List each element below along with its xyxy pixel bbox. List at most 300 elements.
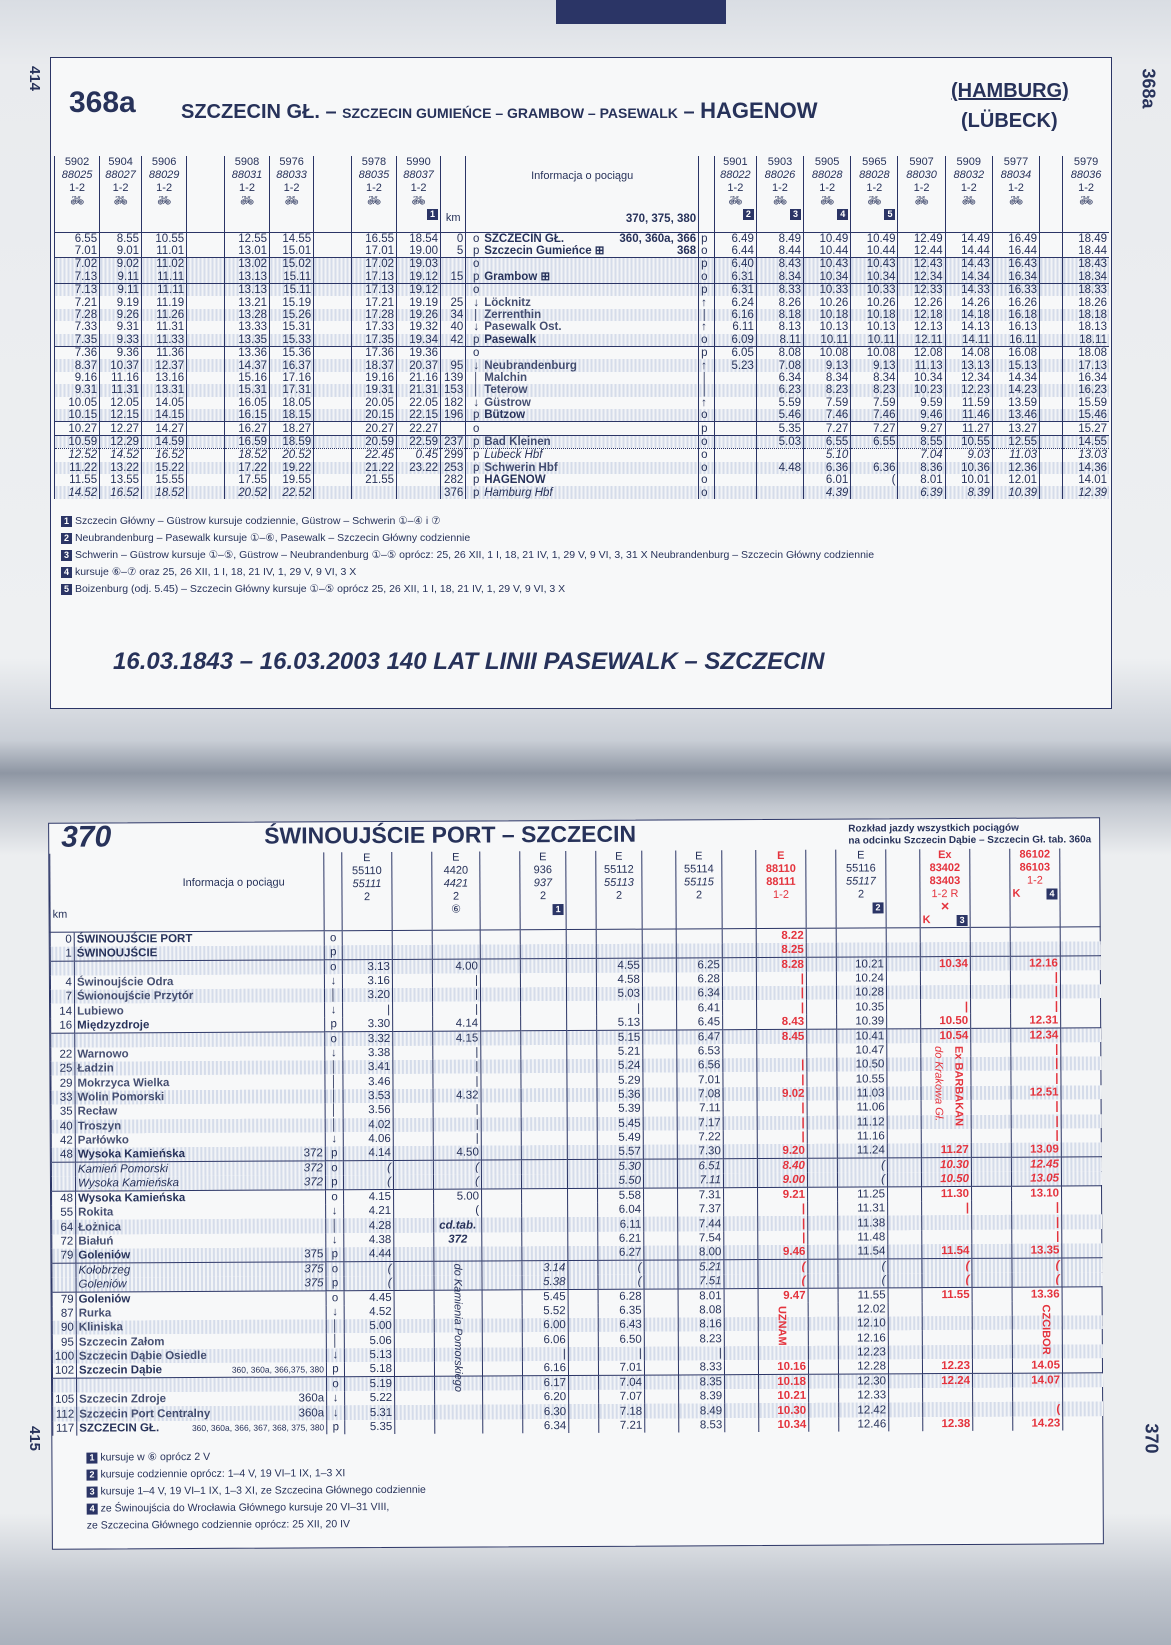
spacer-cell bbox=[1040, 435, 1063, 448]
time-cell: 22.27 bbox=[397, 422, 441, 435]
footnotes-bottom bbox=[86, 1448, 426, 1535]
arr-dep-mark: ↓ bbox=[326, 1233, 344, 1247]
time-cell: 7.46 bbox=[851, 409, 898, 422]
time-cell: 8.49 bbox=[756, 232, 803, 245]
time-cell: 16.26 bbox=[992, 296, 1039, 308]
arr-dep-mark: │ bbox=[699, 309, 715, 321]
time-cell: 10.21 bbox=[836, 957, 886, 972]
spacer-cell bbox=[394, 1333, 434, 1348]
time-cell: ( bbox=[433, 1160, 481, 1175]
time-cell: 15.16 bbox=[224, 372, 269, 384]
timetable-row bbox=[55, 321, 1110, 333]
spacer-cell bbox=[888, 1201, 922, 1216]
spacer-cell bbox=[888, 1287, 922, 1302]
time-cell: 12.02 bbox=[838, 1302, 888, 1317]
spacer-cell bbox=[314, 409, 352, 422]
spacer-cell bbox=[568, 1332, 598, 1347]
spacer-cell bbox=[724, 1260, 758, 1275]
arr-dep-mark: o bbox=[324, 931, 342, 945]
train-header bbox=[898, 156, 945, 232]
arr-dep-mark: │ bbox=[325, 1103, 343, 1117]
time-cell: 12.24 bbox=[923, 1374, 973, 1389]
time-cell: 9.21 bbox=[758, 1187, 808, 1202]
spacer-cell bbox=[971, 1114, 1011, 1129]
arr-dep-mark: ↓ bbox=[327, 1391, 345, 1405]
train-category: E bbox=[695, 850, 703, 863]
km-cell: 42 bbox=[441, 334, 466, 347]
time-cell: 6.44 bbox=[714, 245, 756, 258]
time-cell: 12.13 bbox=[898, 321, 945, 333]
spacer-cell bbox=[187, 397, 225, 409]
spacer-cell bbox=[395, 1391, 435, 1406]
time-cell: | bbox=[757, 1058, 807, 1073]
spacer-cell bbox=[643, 1044, 677, 1059]
time-cell: 0.45 bbox=[397, 449, 441, 462]
time-cell: 16.27 bbox=[224, 422, 269, 435]
spacer-cell bbox=[1062, 1258, 1102, 1273]
time-cell: | bbox=[757, 1115, 807, 1130]
time-cell: | bbox=[1012, 1229, 1062, 1244]
time-cell: 19.03 bbox=[397, 258, 441, 271]
time-cell: | bbox=[757, 1130, 807, 1145]
km-cell bbox=[441, 347, 466, 360]
time-cell: 11.55 bbox=[838, 1288, 888, 1303]
station-cell bbox=[466, 384, 699, 396]
time-cell: 6.35 bbox=[598, 1303, 644, 1318]
spacer-cell bbox=[481, 1016, 521, 1031]
time-cell: 8.08 bbox=[678, 1303, 724, 1318]
train-number-alt: 88028 bbox=[859, 169, 890, 181]
footnote bbox=[61, 547, 874, 564]
spacer-cell bbox=[393, 1074, 433, 1089]
time-cell: 13.36 bbox=[1012, 1287, 1062, 1302]
time-cell bbox=[923, 1402, 973, 1417]
arr-dep-mark: p bbox=[473, 409, 480, 422]
time-cell: 21.55 bbox=[351, 474, 396, 486]
time-cell: 15.11 bbox=[270, 284, 314, 297]
spacer-cell bbox=[1040, 347, 1063, 360]
spacer-cell bbox=[314, 474, 352, 486]
spacer-cell bbox=[393, 1160, 433, 1175]
spacer-cell bbox=[1061, 1128, 1101, 1143]
station-name: Mokrzyca Wielka bbox=[77, 1076, 170, 1090]
time-cell: | bbox=[1011, 1071, 1061, 1086]
time-cell: 8.49 bbox=[679, 1404, 725, 1419]
spacer-cell bbox=[887, 1172, 921, 1187]
train-header bbox=[756, 156, 803, 232]
station-name: Świnoujście Odra bbox=[76, 975, 174, 989]
footnote-number: 2 bbox=[61, 533, 72, 544]
connection-ref: 360a bbox=[298, 1392, 325, 1405]
arr-dep-mark: o bbox=[473, 347, 480, 360]
arr-dep-mark: ↑ bbox=[699, 359, 715, 371]
train-class: 1-2 bbox=[365, 182, 382, 194]
spacer-cell bbox=[807, 1086, 837, 1101]
train-number-alt: 88034 bbox=[1000, 169, 1032, 181]
spacer-cell bbox=[1062, 1243, 1102, 1258]
time-cell: 12.08 bbox=[898, 347, 945, 360]
spacer-cell bbox=[568, 1232, 598, 1247]
time-cell: 19.55 bbox=[270, 474, 314, 486]
spacer-column bbox=[1040, 156, 1063, 232]
spacer-cell bbox=[481, 1117, 521, 1132]
station-cell bbox=[466, 284, 699, 297]
time-cell: | bbox=[757, 1000, 807, 1015]
time-cell: 13.46 bbox=[992, 409, 1039, 422]
time-cell: 18.08 bbox=[1063, 347, 1109, 360]
time-cell: 17.13 bbox=[351, 271, 396, 284]
spacer-cell bbox=[314, 372, 352, 384]
arr-dep-mark: ↓ bbox=[325, 1046, 343, 1060]
time-cell: 12.36 bbox=[992, 462, 1039, 474]
spacer-cell bbox=[567, 1116, 597, 1131]
spacer-cell bbox=[643, 1058, 677, 1073]
time-cell: 8.23 bbox=[678, 1332, 724, 1347]
spacer-cell bbox=[394, 1276, 434, 1291]
train-number-alt: 83403 bbox=[929, 874, 961, 888]
spacer-cell bbox=[314, 309, 352, 321]
spacer-cell bbox=[1061, 999, 1101, 1014]
time-cell: 9.13 bbox=[804, 359, 851, 371]
station-cell bbox=[74, 945, 324, 961]
km-cell: 0 bbox=[441, 232, 466, 245]
spacer-cell bbox=[569, 1375, 599, 1390]
time-cell: 7.27 bbox=[851, 422, 898, 435]
time-cell: 8.55 bbox=[898, 435, 945, 448]
arr-dep-mark: o bbox=[473, 422, 480, 435]
time-cell: 5.57 bbox=[597, 1145, 643, 1160]
spacer-cell bbox=[1062, 1358, 1102, 1373]
train-number: 86102 bbox=[1019, 848, 1051, 861]
spacer-cell bbox=[395, 1376, 435, 1391]
station-name: Teterow bbox=[484, 384, 528, 397]
time-cell: 18.59 bbox=[270, 435, 314, 448]
time-cell bbox=[757, 1043, 807, 1058]
spacer-cell bbox=[722, 972, 756, 987]
spacer-cell bbox=[1062, 1315, 1102, 1330]
spacer-cell bbox=[1060, 927, 1100, 942]
km-cell: 79 bbox=[52, 1249, 76, 1264]
side-label-bottom: 370 bbox=[1141, 1423, 1162, 1454]
time-cell: 6.16 bbox=[522, 1361, 568, 1376]
train-class: 1-2 bbox=[1008, 182, 1024, 194]
time-cell: 10.55 bbox=[837, 1072, 887, 1087]
spacer-cell bbox=[1040, 334, 1063, 347]
spacer-cell bbox=[644, 1346, 678, 1361]
time-cell bbox=[920, 985, 970, 1000]
timetable-row bbox=[55, 422, 1110, 435]
spacer-cell bbox=[887, 1028, 921, 1043]
time-cell: 5.45 bbox=[522, 1289, 568, 1304]
bicycle-icon: 🚲︎ bbox=[961, 195, 976, 207]
table-number: 370 bbox=[61, 820, 112, 854]
spacer-cell bbox=[723, 1029, 757, 1044]
time-cell bbox=[1012, 1330, 1062, 1345]
time-cell bbox=[521, 1059, 567, 1074]
spacer-cell bbox=[394, 1362, 434, 1377]
station-name: Lubiewo bbox=[77, 1005, 124, 1018]
time-cell: 13.35 bbox=[1012, 1244, 1062, 1259]
spacer-cell bbox=[1061, 1027, 1101, 1042]
spacer-cell bbox=[568, 1246, 598, 1261]
time-cell: 5.46 bbox=[756, 409, 803, 422]
time-cell: ( bbox=[922, 1273, 972, 1288]
arr-dep-mark: p bbox=[326, 1276, 344, 1290]
time-cell: 6.55 bbox=[804, 435, 851, 448]
footnote-marker: 3 bbox=[790, 209, 801, 220]
spacer-cell bbox=[806, 986, 836, 1001]
time-cell: 14.37 bbox=[224, 359, 269, 371]
train-number: 5909 bbox=[956, 156, 982, 168]
time-cell: 9.02 bbox=[757, 1087, 807, 1102]
spacer-cell bbox=[887, 1057, 921, 1072]
time-cell: | bbox=[433, 1060, 481, 1075]
spacer-cell bbox=[392, 988, 432, 1003]
time-cell: 5.00 bbox=[344, 1319, 394, 1334]
time-cell: 6.34 bbox=[676, 986, 722, 1001]
time-cell: | bbox=[1011, 1056, 1061, 1071]
route-title: ŚWINOUJŚCIE PORT – SZCZECIN bbox=[264, 820, 637, 849]
time-cell bbox=[920, 927, 970, 942]
train-category: E bbox=[615, 850, 623, 863]
time-cell: ( bbox=[758, 1259, 808, 1274]
station-name: Löcknitz bbox=[484, 296, 531, 309]
footnote-marker: 1 bbox=[427, 209, 438, 220]
time-cell: 19.00 bbox=[397, 245, 441, 258]
spacer-cell bbox=[393, 1175, 433, 1190]
time-cell: 13.01 bbox=[224, 245, 269, 258]
spacer-cell bbox=[809, 1374, 839, 1389]
spacer-cell bbox=[1061, 1085, 1101, 1100]
arr-dep-mark: o bbox=[699, 271, 715, 284]
arr-dep-mark: │ bbox=[326, 1219, 344, 1233]
station-cell bbox=[466, 462, 699, 474]
time-cell: 8.33 bbox=[756, 284, 803, 297]
vertical-label-uznam: UZNAM bbox=[775, 1305, 788, 1346]
time-cell: 6.00 bbox=[522, 1318, 568, 1333]
time-cell: 20.37 bbox=[397, 359, 441, 371]
time-cell: 7.04 bbox=[599, 1375, 645, 1390]
footnote bbox=[86, 1465, 425, 1484]
timetable-row bbox=[55, 462, 1110, 474]
time-cell: 16.59 bbox=[224, 435, 269, 448]
time-cell: 5.06 bbox=[344, 1333, 394, 1348]
time-cell: 10.33 bbox=[804, 284, 851, 297]
footnote-number: 1 bbox=[86, 1453, 97, 1464]
time-cell: 9.47 bbox=[758, 1288, 808, 1303]
info-header bbox=[466, 156, 699, 232]
time-cell: 16.13 bbox=[992, 321, 1039, 333]
time-cell: ( bbox=[758, 1274, 808, 1289]
time-cell: 4.32 bbox=[433, 1088, 481, 1103]
spacer-cell bbox=[807, 1158, 837, 1173]
time-cell: | bbox=[1011, 1128, 1061, 1143]
bicycle-icon: 🚲︎ bbox=[1008, 195, 1023, 207]
train-header bbox=[992, 156, 1039, 232]
spacer-cell bbox=[568, 1188, 598, 1203]
station-cell bbox=[466, 474, 699, 486]
train-number-alt: 55117 bbox=[846, 875, 876, 888]
footnote-number: 1 bbox=[61, 516, 72, 527]
spacer-cell bbox=[970, 956, 1010, 971]
arr-dep-mark: p bbox=[473, 333, 480, 346]
spacer-cell bbox=[1062, 1272, 1102, 1287]
spacer-cell bbox=[566, 987, 596, 1002]
spacer-cell bbox=[972, 1301, 1012, 1316]
spacer-cell bbox=[568, 1275, 598, 1290]
time-cell: 12.16 bbox=[1010, 956, 1060, 971]
bicycle-icon: 🚲︎ bbox=[1079, 195, 1094, 207]
time-cell: 8.01 bbox=[898, 474, 945, 486]
spacer-cell bbox=[723, 1144, 757, 1159]
train-class: 2 bbox=[363, 891, 371, 904]
station-cell bbox=[74, 931, 324, 947]
arr-dep-mark: p bbox=[325, 1147, 343, 1161]
time-cell bbox=[521, 1102, 567, 1117]
time-cell: 13.27 bbox=[992, 422, 1039, 435]
station-name: Grambow ⊞ bbox=[484, 270, 551, 283]
time-cell: 4.55 bbox=[596, 958, 642, 973]
time-cell: 9.36 bbox=[100, 347, 142, 360]
spacer-cell bbox=[314, 359, 352, 371]
time-cell: 12.11 bbox=[898, 334, 945, 347]
train-number-alt: 55113 bbox=[604, 876, 634, 889]
train-header bbox=[432, 851, 480, 930]
spacer-cell bbox=[809, 1403, 839, 1418]
train-number-alt: 55115 bbox=[684, 876, 714, 889]
timetable-row bbox=[55, 309, 1110, 321]
time-cell: 5.23 bbox=[714, 359, 756, 371]
spacer-cell bbox=[644, 1217, 678, 1232]
train-number: 4420 bbox=[443, 864, 469, 877]
spacer-cell bbox=[393, 1002, 433, 1017]
spacer-cell bbox=[314, 284, 352, 297]
km-cell bbox=[441, 258, 466, 271]
km-cell: 95 bbox=[441, 359, 466, 371]
spacer-cell bbox=[566, 944, 596, 959]
time-cell: 10.30 bbox=[759, 1403, 809, 1418]
spacer-cell bbox=[481, 1045, 521, 1060]
arr-dep-mark: ↑ bbox=[699, 321, 715, 333]
km-header bbox=[441, 156, 466, 232]
arr-dep-mark: o bbox=[324, 960, 342, 974]
time-cell bbox=[397, 486, 441, 498]
time-cell: 12.01 bbox=[992, 474, 1039, 486]
spacer-cell bbox=[808, 1331, 838, 1346]
station-name: Troszyn bbox=[77, 1120, 122, 1133]
time-cell: 4.44 bbox=[344, 1247, 394, 1262]
train-class: 1-2 bbox=[913, 182, 930, 194]
km-cell: 14 bbox=[51, 1004, 75, 1019]
footnote-text: kursuje w ⑥ oprócz 2 V bbox=[100, 1450, 211, 1464]
timetable-row bbox=[55, 258, 1110, 271]
time-cell: 12.38 bbox=[923, 1417, 973, 1432]
station-name: Zerrenthin bbox=[484, 309, 542, 322]
spacer-cell bbox=[481, 1088, 521, 1103]
km-cell: 5 bbox=[441, 245, 466, 258]
time-cell bbox=[922, 1345, 972, 1360]
table-header-368a bbox=[51, 58, 1111, 148]
spacer-cell bbox=[1040, 245, 1063, 258]
km-cell bbox=[51, 1162, 75, 1177]
timetable-row bbox=[55, 347, 1110, 360]
station-cell bbox=[466, 486, 699, 498]
time-cell bbox=[1013, 1387, 1063, 1402]
arr-dep-mark: ↑ bbox=[699, 296, 715, 308]
time-cell: | bbox=[1011, 999, 1061, 1014]
time-cell: 20.15 bbox=[351, 409, 396, 422]
spacer-cell bbox=[723, 1130, 757, 1145]
station-cell bbox=[75, 1003, 325, 1019]
km-cell: 1 bbox=[50, 947, 74, 962]
time-cell: 16.43 bbox=[992, 258, 1039, 271]
spacer-cell bbox=[187, 271, 225, 284]
time-cell: 7.44 bbox=[678, 1217, 724, 1232]
arr-dep-mark: │ bbox=[325, 1075, 343, 1089]
time-cell: 17.01 bbox=[351, 245, 396, 258]
spacer-cell bbox=[806, 971, 836, 986]
arr-dep-mark: p bbox=[325, 1175, 343, 1189]
time-cell: 16.49 bbox=[992, 232, 1039, 245]
time-cell: 3.14 bbox=[522, 1261, 568, 1276]
spacer-cell bbox=[888, 1244, 922, 1259]
spacer-cell bbox=[723, 1116, 757, 1131]
time-cell bbox=[714, 372, 756, 384]
spacer-cell bbox=[644, 1246, 678, 1261]
spacer-cell bbox=[808, 1345, 838, 1360]
spacer-cell bbox=[483, 1419, 523, 1434]
time-cell: 14.26 bbox=[945, 296, 992, 308]
bicycle-icon: 🚲︎ bbox=[70, 195, 85, 207]
spacer-cell bbox=[642, 972, 676, 987]
spacer-cell bbox=[1063, 1387, 1103, 1402]
time-cell: 7.02 bbox=[55, 258, 100, 271]
time-cell bbox=[676, 929, 722, 944]
spacer-cell bbox=[1061, 1114, 1101, 1129]
time-cell: 15.31 bbox=[224, 384, 269, 396]
time-cell: 6.17 bbox=[523, 1376, 569, 1391]
arr-dep-mark: │ bbox=[326, 1334, 344, 1348]
arr-dep-mark: o bbox=[699, 334, 715, 347]
train-number-alt: 88028 bbox=[811, 169, 843, 181]
spacer-cell bbox=[972, 1287, 1012, 1302]
spacer-cell bbox=[807, 1144, 837, 1159]
spacer-cell bbox=[393, 1031, 433, 1046]
time-cell: 10.55 bbox=[142, 232, 187, 245]
spacer-cell bbox=[482, 1261, 522, 1276]
time-cell: 11.31 bbox=[100, 384, 142, 396]
footnote bbox=[87, 1499, 426, 1518]
km-cell: 72 bbox=[52, 1234, 76, 1249]
spacer-cell bbox=[314, 347, 352, 360]
time-cell: ( bbox=[434, 1203, 482, 1218]
spacer-cell bbox=[394, 1218, 434, 1233]
time-cell bbox=[714, 422, 756, 435]
station-name: Wysoka Kamieńska bbox=[77, 1177, 180, 1190]
time-cell: 9.02 bbox=[100, 258, 142, 271]
timetable-row bbox=[55, 409, 1110, 422]
time-cell: | bbox=[757, 1101, 807, 1116]
side-label-top: 368a bbox=[1138, 68, 1159, 109]
time-cell: 19.22 bbox=[270, 462, 314, 474]
time-cell: ( bbox=[1013, 1402, 1063, 1417]
time-cell: | bbox=[756, 986, 806, 1001]
time-cell: 11.11 bbox=[142, 284, 187, 297]
spacer-cell bbox=[1040, 422, 1063, 435]
time-cell bbox=[758, 1346, 808, 1361]
time-cell: 9.27 bbox=[898, 422, 945, 435]
time-cell: 17.13 bbox=[1063, 359, 1109, 371]
